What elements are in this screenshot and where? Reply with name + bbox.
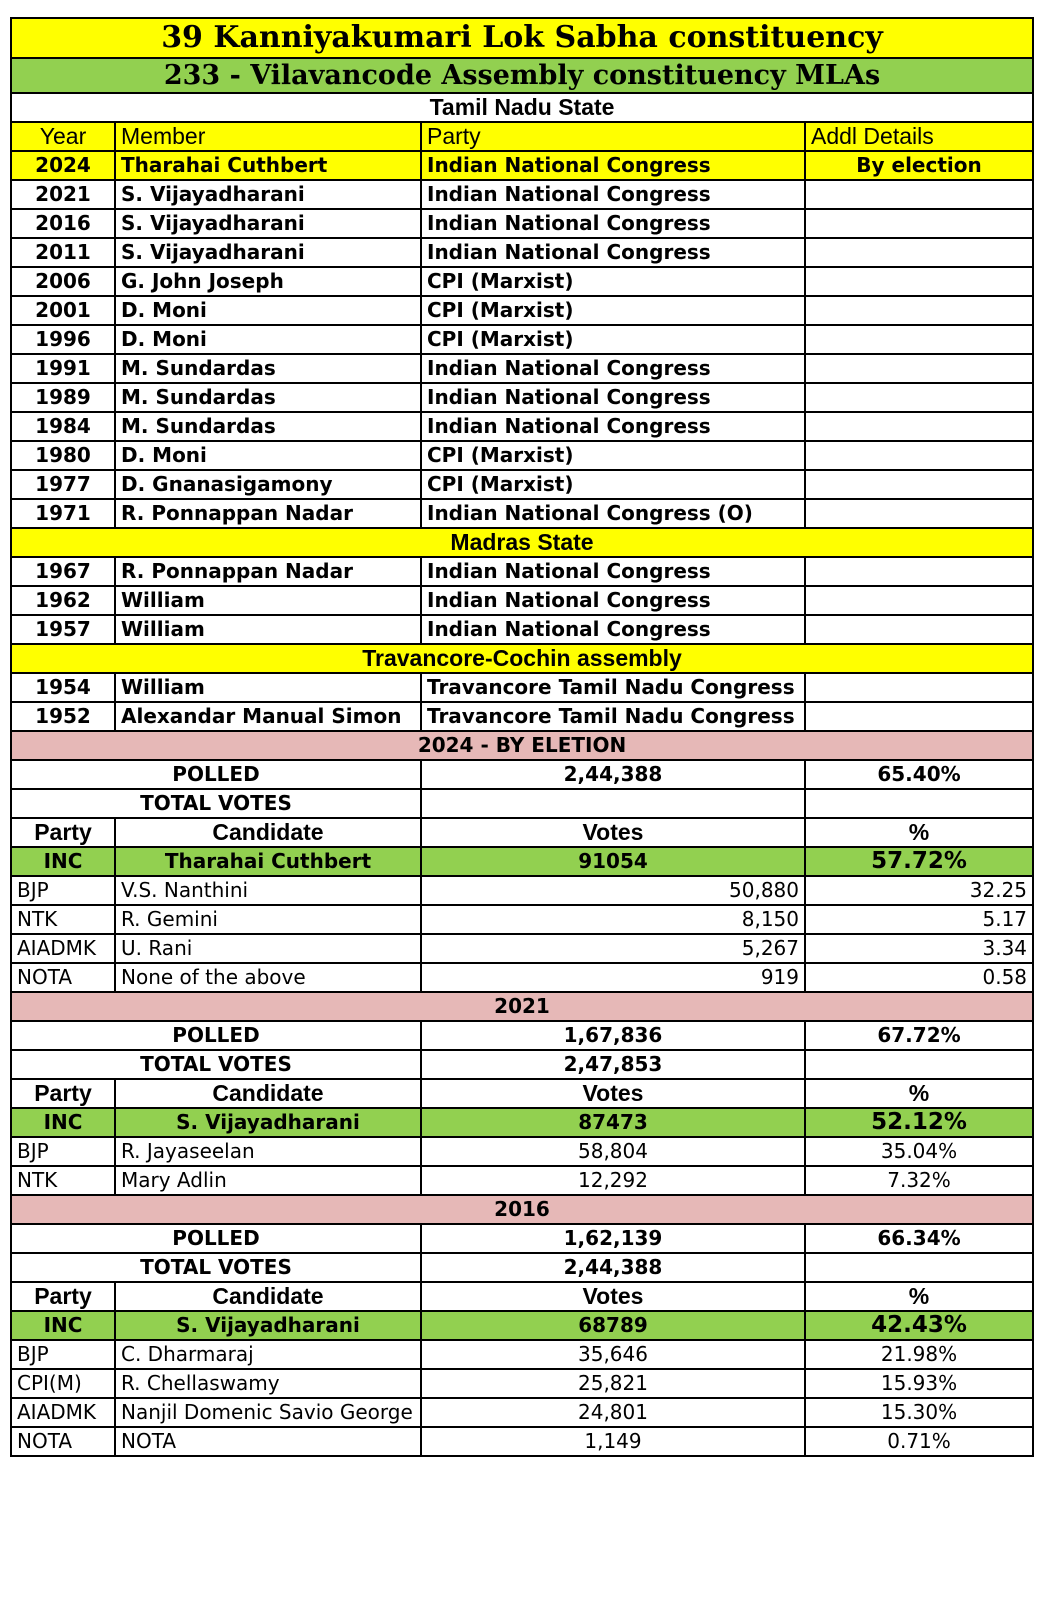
mla-member: D. Gnanasigamony <box>115 470 421 499</box>
section-tamil-nadu: Tamil Nadu State <box>11 93 1033 122</box>
result-votes: 35,646 <box>421 1340 805 1369</box>
polled-votes: 2,44,388 <box>421 760 805 789</box>
header-year: Year <box>11 122 115 151</box>
result-candidate: Mary Adlin <box>115 1166 421 1195</box>
result-header-votes: Votes <box>421 818 805 847</box>
result-header-votes: Votes <box>421 1079 805 1108</box>
section-madras: Madras State <box>11 528 1033 557</box>
mla-row <box>11 673 1033 702</box>
mla-party: Indian National Congress <box>421 238 805 267</box>
winner-candidate: Tharahai Cuthbert <box>115 847 421 876</box>
result-pct: 35.04% <box>805 1137 1033 1166</box>
result-candidate: R. Gemini <box>115 905 421 934</box>
mla-year: 2006 <box>11 267 115 296</box>
result-candidate: Nanjil Domenic Savio George <box>115 1398 421 1427</box>
mla-row <box>11 209 1033 238</box>
mla-year: 2001 <box>11 296 115 325</box>
mla-member: D. Moni <box>115 441 421 470</box>
total-votes-empty <box>805 1050 1033 1079</box>
result-votes: 919 <box>421 963 805 992</box>
election-heading-row <box>11 1195 1033 1224</box>
mla-year: 2011 <box>11 238 115 267</box>
header-party: Party <box>421 122 805 151</box>
mla-details <box>805 557 1033 586</box>
winner-votes: 68789 <box>421 1311 805 1340</box>
winner-candidate: S. Vijayadharani <box>115 1311 421 1340</box>
result-votes: 50,880 <box>421 876 805 905</box>
mla-details: By election <box>805 151 1033 180</box>
mla-party: Indian National Congress <box>421 383 805 412</box>
page-subtitle: 233 - Vilavancode Assembly constituency MLAs <box>11 58 1033 93</box>
result-row <box>11 1427 1033 1456</box>
result-header-percent: % <box>805 1282 1033 1311</box>
result-row <box>11 1137 1033 1166</box>
mla-party: Indian National Congress <box>421 412 805 441</box>
winner-pct: 57.72% <box>805 847 1033 876</box>
polled-pct: 66.34% <box>805 1224 1033 1253</box>
winner-party: INC <box>11 1108 115 1137</box>
result-votes: 24,801 <box>421 1398 805 1427</box>
mla-row <box>11 354 1033 383</box>
mla-year: 1996 <box>11 325 115 354</box>
total-votes-value <box>421 789 805 818</box>
result-header-candidate: Candidate <box>115 1079 421 1108</box>
winner-row <box>11 1311 1033 1340</box>
mla-year: 1984 <box>11 412 115 441</box>
mla-row <box>11 412 1033 441</box>
mla-party: Indian National Congress <box>421 151 805 180</box>
mla-party: Indian National Congress <box>421 615 805 644</box>
mla-row <box>11 296 1033 325</box>
mla-year: 1991 <box>11 354 115 383</box>
mla-year: 1967 <box>11 557 115 586</box>
result-pct: 32.25 <box>805 876 1033 905</box>
section-travancore: Travancore-Cochin assembly <box>11 644 1033 673</box>
winner-pct: 52.12% <box>805 1108 1033 1137</box>
mla-row <box>11 267 1033 296</box>
result-row <box>11 1166 1033 1195</box>
total-votes-label: TOTAL VOTES <box>11 1050 421 1079</box>
polled-row <box>11 1224 1033 1253</box>
polled-votes: 1,67,836 <box>421 1021 805 1050</box>
result-candidate: None of the above <box>115 963 421 992</box>
result-candidate: R. Jayaseelan <box>115 1137 421 1166</box>
result-party: BJP <box>11 1340 115 1369</box>
mla-party: CPI (Marxist) <box>421 325 805 354</box>
mla-row <box>11 499 1033 528</box>
mla-details <box>805 325 1033 354</box>
mla-row <box>11 180 1033 209</box>
mla-year: 1977 <box>11 470 115 499</box>
total-votes-row <box>11 789 1033 818</box>
mla-member: S. Vijayadharani <box>115 238 421 267</box>
mla-member: William <box>115 615 421 644</box>
mla-member: William <box>115 586 421 615</box>
result-pct: 15.93% <box>805 1369 1033 1398</box>
result-votes: 58,804 <box>421 1137 805 1166</box>
polled-row <box>11 1021 1033 1050</box>
result-pct: 7.32% <box>805 1166 1033 1195</box>
mla-details <box>805 412 1033 441</box>
result-candidate: V.S. Nanthini <box>115 876 421 905</box>
winner-party: INC <box>11 1311 115 1340</box>
result-candidate: C. Dharmaraj <box>115 1340 421 1369</box>
mla-party: CPI (Marxist) <box>421 470 805 499</box>
result-party: NTK <box>11 1166 115 1195</box>
mla-details <box>805 615 1033 644</box>
mla-details <box>805 238 1033 267</box>
result-pct: 3.34 <box>805 934 1033 963</box>
mla-party: Indian National Congress (O) <box>421 499 805 528</box>
result-header-row <box>11 1282 1033 1311</box>
result-party: NTK <box>11 905 115 934</box>
result-votes: 5,267 <box>421 934 805 963</box>
result-header-candidate: Candidate <box>115 818 421 847</box>
mla-year: 1954 <box>11 673 115 702</box>
election-heading-row <box>11 731 1033 760</box>
total-votes-label: TOTAL VOTES <box>11 789 421 818</box>
mla-member: M. Sundardas <box>115 383 421 412</box>
result-pct: 0.58 <box>805 963 1033 992</box>
polled-label: POLLED <box>11 1021 421 1050</box>
mla-details <box>805 383 1033 412</box>
mla-member: D. Moni <box>115 296 421 325</box>
mla-row <box>11 151 1033 180</box>
winner-votes: 91054 <box>421 847 805 876</box>
total-votes-row <box>11 1050 1033 1079</box>
result-party: AIADMK <box>11 1398 115 1427</box>
result-party: BJP <box>11 876 115 905</box>
mla-year: 2024 <box>11 151 115 180</box>
mla-row <box>11 557 1033 586</box>
result-header-row <box>11 818 1033 847</box>
mla-year: 1971 <box>11 499 115 528</box>
result-party: NOTA <box>11 963 115 992</box>
mla-party: Travancore Tamil Nadu Congress <box>421 702 805 731</box>
result-party: CPI(M) <box>11 1369 115 1398</box>
winner-row <box>11 1108 1033 1137</box>
result-row <box>11 963 1033 992</box>
mla-member: M. Sundardas <box>115 354 421 383</box>
mla-year: 1952 <box>11 702 115 731</box>
mla-party: Indian National Congress <box>421 354 805 383</box>
mla-year: 1989 <box>11 383 115 412</box>
mla-member: G. John Joseph <box>115 267 421 296</box>
mla-member: S. Vijayadharani <box>115 209 421 238</box>
result-header-percent: % <box>805 818 1033 847</box>
mla-details <box>805 296 1033 325</box>
winner-row <box>11 847 1033 876</box>
election-heading: 2024 - BY ELETION <box>11 731 1033 760</box>
winner-pct: 42.43% <box>805 1311 1033 1340</box>
polled-row <box>11 760 1033 789</box>
result-votes: 8,150 <box>421 905 805 934</box>
mla-party: Travancore Tamil Nadu Congress <box>421 673 805 702</box>
result-header-party: Party <box>11 1079 115 1108</box>
election-heading-row <box>11 992 1033 1021</box>
total-votes-empty <box>805 1253 1033 1282</box>
mla-header-row <box>11 122 1033 151</box>
section-travancore-row <box>11 644 1033 673</box>
election-heading: 2016 <box>11 1195 1033 1224</box>
header-member: Member <box>115 122 421 151</box>
polled-pct: 67.72% <box>805 1021 1033 1050</box>
section-madras-row <box>11 528 1033 557</box>
mla-party: Indian National Congress <box>421 557 805 586</box>
mla-year: 2016 <box>11 209 115 238</box>
result-votes: 12,292 <box>421 1166 805 1195</box>
result-party: BJP <box>11 1137 115 1166</box>
result-row <box>11 905 1033 934</box>
polled-label: POLLED <box>11 760 421 789</box>
total-votes-label: TOTAL VOTES <box>11 1253 421 1282</box>
result-votes: 25,821 <box>421 1369 805 1398</box>
mla-year: 1957 <box>11 615 115 644</box>
result-candidate: U. Rani <box>115 934 421 963</box>
constituency-sheet <box>10 17 1032 1457</box>
result-header-votes: Votes <box>421 1282 805 1311</box>
header-details: Addl Details <box>805 122 1033 151</box>
mla-row <box>11 470 1033 499</box>
result-header-party: Party <box>11 818 115 847</box>
mla-party: Indian National Congress <box>421 586 805 615</box>
mla-details <box>805 209 1033 238</box>
total-votes-empty <box>805 789 1033 818</box>
mla-member: William <box>115 673 421 702</box>
mla-year: 1980 <box>11 441 115 470</box>
mla-details <box>805 354 1033 383</box>
result-header-percent: % <box>805 1079 1033 1108</box>
mla-details <box>805 180 1033 209</box>
mla-member: R. Ponnappan Nadar <box>115 499 421 528</box>
mla-party: CPI (Marxist) <box>421 267 805 296</box>
mla-details <box>805 673 1033 702</box>
mla-row <box>11 238 1033 267</box>
mla-party: Indian National Congress <box>421 180 805 209</box>
polled-votes: 1,62,139 <box>421 1224 805 1253</box>
mla-member: S. Vijayadharani <box>115 180 421 209</box>
total-votes-value: 2,44,388 <box>421 1253 805 1282</box>
mla-member: R. Ponnappan Nadar <box>115 557 421 586</box>
result-header-candidate: Candidate <box>115 1282 421 1311</box>
mla-details <box>805 586 1033 615</box>
result-row <box>11 876 1033 905</box>
mla-details <box>805 499 1033 528</box>
result-pct: 5.17 <box>805 905 1033 934</box>
result-row <box>11 1369 1033 1398</box>
winner-party: INC <box>11 847 115 876</box>
result-pct: 0.71% <box>805 1427 1033 1456</box>
mla-member: M. Sundardas <box>115 412 421 441</box>
mla-member: D. Moni <box>115 325 421 354</box>
mla-row <box>11 586 1033 615</box>
result-row <box>11 1398 1033 1427</box>
mla-member: Alexandar Manual Simon <box>115 702 421 731</box>
result-candidate: NOTA <box>115 1427 421 1456</box>
result-candidate: R. Chellaswamy <box>115 1369 421 1398</box>
result-pct: 21.98% <box>805 1340 1033 1369</box>
result-party: AIADMK <box>11 934 115 963</box>
mla-row <box>11 325 1033 354</box>
mla-row <box>11 615 1033 644</box>
winner-votes: 87473 <box>421 1108 805 1137</box>
result-header-party: Party <box>11 1282 115 1311</box>
polled-label: POLLED <box>11 1224 421 1253</box>
result-pct: 15.30% <box>805 1398 1033 1427</box>
result-votes: 1,149 <box>421 1427 805 1456</box>
mla-party: CPI (Marxist) <box>421 296 805 325</box>
mla-party: Indian National Congress <box>421 209 805 238</box>
mla-year: 2021 <box>11 180 115 209</box>
result-party: NOTA <box>11 1427 115 1456</box>
mla-member: Tharahai Cuthbert <box>115 151 421 180</box>
page-title: 39 Kanniyakumari Lok Sabha constituency <box>11 18 1033 58</box>
election-heading: 2021 <box>11 992 1033 1021</box>
result-header-row <box>11 1079 1033 1108</box>
mla-details <box>805 441 1033 470</box>
mla-row <box>11 441 1033 470</box>
mla-table <box>10 17 1034 1457</box>
total-votes-row <box>11 1253 1033 1282</box>
result-row <box>11 1340 1033 1369</box>
winner-candidate: S. Vijayadharani <box>115 1108 421 1137</box>
polled-pct: 65.40% <box>805 760 1033 789</box>
mla-row <box>11 383 1033 412</box>
result-row <box>11 934 1033 963</box>
mla-row <box>11 702 1033 731</box>
mla-year: 1962 <box>11 586 115 615</box>
mla-party: CPI (Marxist) <box>421 441 805 470</box>
mla-details <box>805 470 1033 499</box>
mla-details <box>805 702 1033 731</box>
mla-details <box>805 267 1033 296</box>
total-votes-value: 2,47,853 <box>421 1050 805 1079</box>
